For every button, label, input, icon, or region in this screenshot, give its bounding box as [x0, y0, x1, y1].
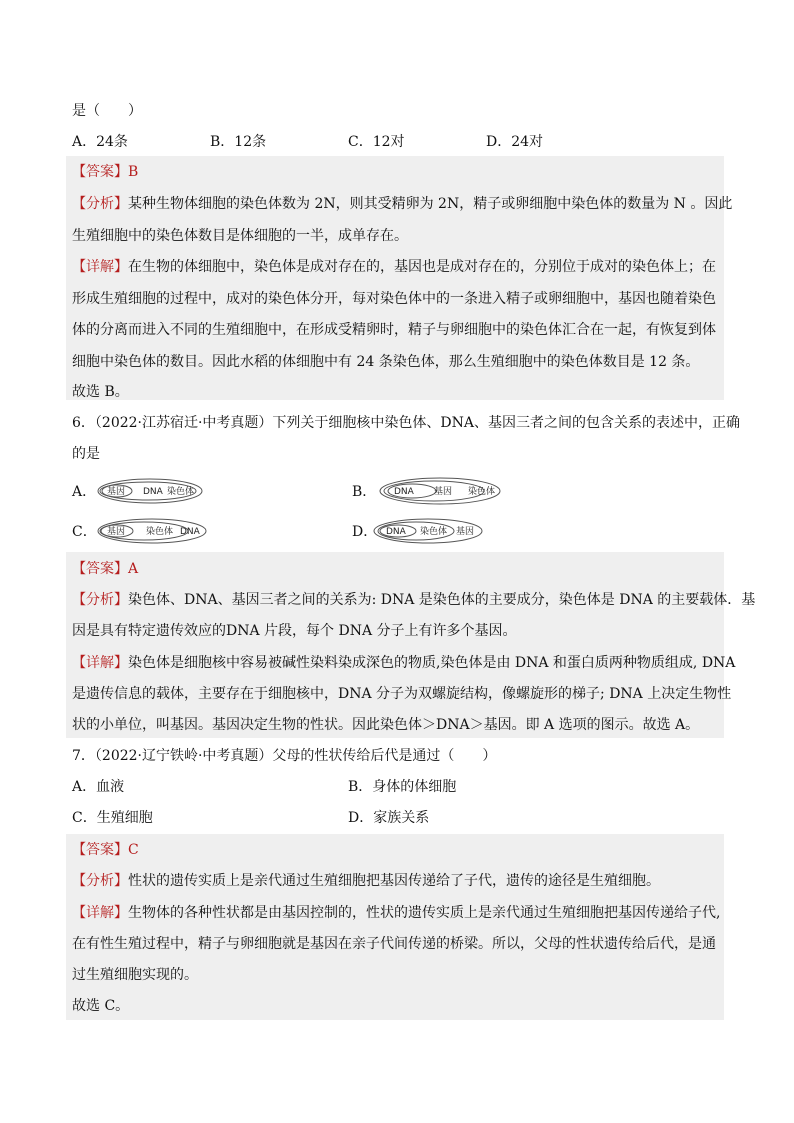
- q7-stem: 7．（2022·辽宁铁岭·中考真题）父母的性状传给后代是通过（ ）: [72, 748, 497, 764]
- q5-option-b: B．12条: [210, 134, 267, 150]
- q6-answer: [72, 560, 138, 578]
- q6-option-b-diagram: [378, 475, 504, 507]
- q6-analysis-line-1: [72, 591, 755, 609]
- q7-option-a: A．血液: [72, 779, 125, 795]
- diagram-label: DNA: [180, 527, 200, 537]
- q6-solution-block: [66, 552, 724, 738]
- answer-value: A: [128, 561, 139, 577]
- q6-detail-line-2: 是遗传信息的载体，主要存在于细胞核中，DNA 分子为双螺旋结构，像螺旋形的梯子; DNA 上决定生物性: [72, 686, 732, 702]
- q5-detail-line-2: 形成生殖细胞的过程中，成对的染色体分开，每对染色体中的一条进入精子或卵细胞中，基因也随着染色: [72, 291, 716, 307]
- analysis-text: 染色体、DNA、基因三者之间的关系为: DNA 是染色体的主要成分，染色体是 DNA 的主要载体．基: [128, 592, 756, 608]
- q5-detail-line-1: [72, 258, 716, 276]
- q7-option-b: B．身体的体细胞: [348, 779, 457, 795]
- q5-option-d: D．24对: [486, 134, 544, 150]
- q5-detail-line-3: 体的分离而进入不同的生殖细胞中，在形成受精卵时，精子与卵细胞中的染色体汇合在一起，有恢复到体: [72, 322, 716, 338]
- diagram-label: 基因: [107, 527, 126, 537]
- q5-answer: [72, 163, 138, 181]
- q6-option-a-letter: A．: [72, 484, 97, 500]
- q5-option-c: C．12对: [348, 134, 405, 150]
- diagram-label: DNA: [394, 487, 414, 497]
- diagram-label: 基因: [434, 487, 453, 497]
- q7-detail-line-1: [72, 904, 720, 922]
- q6-option-c-letter: C．: [72, 524, 97, 540]
- answer-tag: 【答案】: [72, 561, 128, 577]
- q6-detail-line-1: [72, 654, 735, 672]
- q5-conclusion: 故选 B。: [72, 384, 129, 400]
- q6-option-d-diagram: [372, 516, 484, 546]
- diagram-label: DNA: [143, 487, 163, 497]
- q7-option-c: C．生殖细胞: [72, 810, 153, 826]
- q6-option-c-diagram: [96, 516, 210, 546]
- q5-analysis-line-2: 生殖细胞中的染色体数目是体细胞的一半，成单存在。: [72, 228, 408, 244]
- q6-detail-line-3: 状的小单位，叫基因。基因决定生物的性状。因此染色体＞DNA＞基因。即 A 选项的图示。故选 A。: [72, 717, 700, 733]
- diagram-label: DNA: [386, 527, 406, 537]
- diagram-label: 基因: [456, 527, 475, 537]
- diagram-label: 染色体: [167, 487, 195, 497]
- q7-detail-line-2: 在有性生殖过程中，精子与卵细胞就是基因在亲子代间传递的桥梁。所以，父母的性状遗传给后代，是通: [72, 936, 716, 952]
- q7-detail-line-3: 过生殖细胞实现的。: [72, 967, 198, 983]
- detail-tag: 【详解】: [72, 655, 128, 671]
- q7-analysis-line-1: [72, 872, 660, 890]
- q6-option-d-letter: D．: [352, 524, 378, 540]
- q5-analysis-line-1: [72, 195, 732, 213]
- analysis-tag: 【分析】: [72, 196, 128, 212]
- diagram-label: 染色体: [146, 527, 174, 537]
- detail-text: 在生物的体细胞中，染色体是成对存在的，基因也是成对存在的，分别位于成对的染色体上；在: [128, 259, 716, 275]
- analysis-tag: 【分析】: [72, 873, 128, 889]
- analysis-tag: 【分析】: [72, 592, 128, 608]
- q6-analysis-line-2: 因是具有特定遗传效应的DNA 片段，每个 DNA 分子上有许多个基因。: [72, 623, 517, 639]
- answer-value: B: [128, 164, 139, 180]
- q6-option-a-diagram: [96, 476, 208, 506]
- diagram-label: 染色体: [468, 487, 496, 497]
- detail-tag: 【详解】: [72, 259, 128, 275]
- analysis-text: 某种生物体细胞的染色体数为 2N，则其受精卵为 2N，精子或卵细胞中染色体的数量为 N 。因此: [128, 196, 733, 212]
- q7-option-d: D．家族关系: [348, 810, 430, 826]
- diagram-label: 染色体: [420, 527, 448, 537]
- q7-solution-block: [66, 834, 724, 1020]
- analysis-text: 性状的遗传实质上是亲代通过生殖细胞把基因传递给了子代，遗传的途径是生殖细胞。: [128, 873, 660, 889]
- q5-detail-line-4: 细胞中染色体的数目。因此水稻的体细胞中有 24 条染色体，那么生殖细胞中的染色体数目是 12 条。: [72, 354, 700, 370]
- q7-conclusion: 故选 C。: [72, 998, 130, 1014]
- q5-option-a: A．24条: [72, 134, 128, 150]
- q6-stem-line-1: 6．（2022·江苏宿迁·中考真题）下列关于细胞核中染色体、DNA、基因三者之间的包含关系的表述中，正确: [72, 415, 741, 431]
- answer-tag: 【答案】: [72, 842, 128, 858]
- detail-text: 染色体是细胞核中容易被碱性染料染成深色的物质,染色体是由 DNA 和蛋白质两种物质组成, DNA: [128, 655, 736, 671]
- q6-option-b-letter: B．: [352, 484, 377, 500]
- q5-stem-tail: 是（ ）: [72, 103, 142, 119]
- answer-tag: 【答案】: [72, 164, 128, 180]
- detail-tag: 【详解】: [72, 905, 128, 921]
- answer-value: C: [128, 842, 139, 858]
- detail-text: 生物体的各种性状都是由基因控制的，性状的遗传实质上是亲代通过生殖细胞把基因传递给子代,: [128, 905, 721, 921]
- q6-stem-line-2: 的是: [72, 446, 100, 462]
- q7-answer: [72, 841, 139, 859]
- diagram-label: 基因: [107, 487, 126, 497]
